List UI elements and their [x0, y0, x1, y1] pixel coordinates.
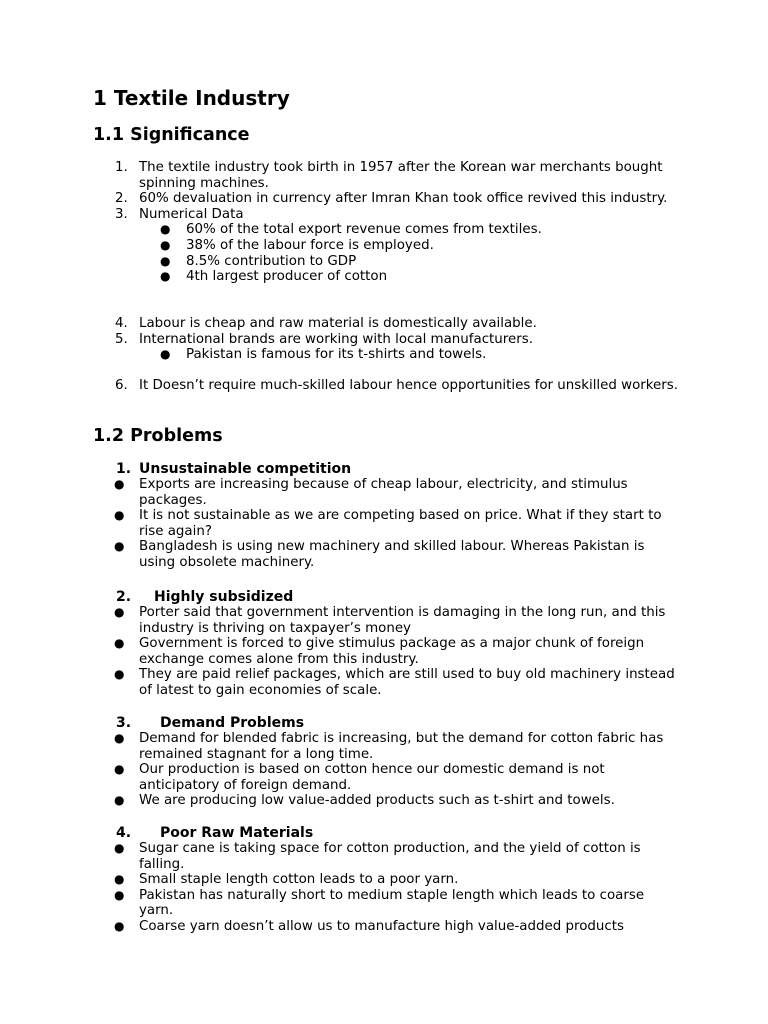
problem-group [0, 589, 768, 699]
significance-list-end [0, 378, 768, 394]
item-number: 1. [115, 160, 128, 175]
bullet-text: Small staple length cotton leads to a poor yarn. [139, 872, 459, 888]
item-text: 60% devaluation in currency after Imran Khan took office revived this industry. [139, 191, 668, 207]
bullet-icon: ● [114, 605, 125, 619]
bullet-item [0, 539, 768, 570]
bullet-icon: ● [114, 793, 125, 808]
bullet-text: Exports are increasing because of cheap labour, electricity, and stimulus packages. [139, 477, 628, 508]
subheading-title: Highly subsidized [154, 589, 294, 605]
bullet-item [0, 667, 768, 698]
subheading-title: Poor Raw Materials [160, 825, 314, 841]
bullet-item [0, 919, 768, 935]
page-title: 1 Textile Industry [93, 86, 290, 110]
item-number: 3. [115, 206, 128, 222]
bullet-text: 60% of the total export revenue comes from textiles. [186, 222, 542, 238]
bullet-icon: ● [114, 731, 125, 745]
bullet-icon: ● [114, 887, 125, 902]
subheading-title: Demand Problems [160, 715, 305, 731]
significance-list [0, 160, 768, 285]
bullet-item [0, 762, 768, 793]
item-text: International brands are working with local manufacturers. [139, 331, 533, 347]
bullet-text: Porter said that government intervention is damaging in the long run, and this industry is thriving on taxpayer’s money [139, 605, 666, 636]
bullet-item [0, 605, 768, 636]
sub-bullet [0, 238, 768, 254]
bullet-text: Pakistan has naturally short to medium staple length which leads to coarse yarn. [139, 887, 645, 919]
sub-bullet [0, 222, 768, 238]
bullet-text: Sugar cane is taking space for cotton production, and the yield of cotton is falling. [139, 841, 641, 872]
list-item [0, 207, 768, 223]
bullet-item [0, 872, 768, 888]
sub-bullet [0, 254, 768, 270]
problem-group [0, 715, 768, 809]
bullet-text: Pakistan is famous for its t-shirts and towels. [186, 347, 487, 363]
subheading [0, 715, 768, 731]
significance-list-cont [0, 316, 768, 363]
subheading [0, 825, 768, 841]
bullet-icon: ● [114, 667, 125, 682]
bullet-text: 4th largest producer of cotton [186, 269, 388, 285]
bullet-item [0, 888, 768, 919]
bullet-icon: ● [114, 841, 125, 855]
item-text: The textile industry took birth in 1957 after the Korean war merchants bought spinning machines. [139, 160, 663, 191]
subheading-number: 3. [116, 715, 132, 731]
list-item [0, 332, 768, 348]
list-item [0, 316, 768, 332]
bullet-text: Coarse yarn doesn’t allow us to manufacture high value-added products [139, 918, 624, 934]
bullet-text: It is not sustainable as we are competing based on price. What if they start to rise again? [139, 508, 662, 539]
bullet-text: Our production is based on cotton hence our domestic demand is not anticipatory of foreign demand. [139, 762, 605, 793]
bullet-icon: ● [160, 237, 171, 252]
subheading [0, 589, 768, 605]
item-text: It Doesn’t require much-skilled labour hence opportunities for unskilled workers. [139, 378, 679, 393]
bullet-icon: ● [114, 762, 125, 777]
bullet-icon: ● [160, 347, 171, 362]
list-item [0, 191, 768, 207]
bullet-text: 38% of the labour force is employed. [186, 237, 434, 253]
bullet-text: We are producing low value-added products such as t-shirt and towels. [139, 793, 615, 809]
bullet-item [0, 841, 768, 872]
bullet-item [0, 636, 768, 667]
item-text: Numerical Data [139, 206, 244, 222]
item-text: Labour is cheap and raw material is domestically available. [139, 316, 537, 331]
subheading-number: 4. [116, 825, 132, 841]
problem-group [0, 461, 768, 571]
bullet-text: They are paid relief packages, which are still used to buy old machinery instead of latest to gain economies of scale. [139, 667, 675, 698]
bullet-text: Bangladesh is using new machinery and skilled labour. Whereas Pakistan is using obsolete machinery. [139, 539, 645, 570]
item-number: 6. [115, 378, 128, 393]
sub-bullet [0, 269, 768, 285]
bullet-icon: ● [114, 477, 125, 491]
bullet-text: 8.5% contribution to GDP [186, 253, 357, 269]
bullet-icon: ● [160, 269, 171, 284]
section-heading-problems: 1.2 Problems [93, 426, 223, 446]
bullet-icon: ● [114, 872, 125, 887]
bullet-icon: ● [114, 918, 125, 933]
bullet-text: Government is forced to give stimulus package as a major chunk of foreign exchange comes alone from this industry. [139, 636, 645, 667]
sub-bullet [0, 347, 768, 363]
bullet-icon: ● [114, 539, 125, 554]
item-number: 4. [115, 316, 128, 331]
bullet-icon: ● [114, 636, 125, 651]
subheading-title: Unsustainable competition [139, 461, 352, 477]
bullet-icon: ● [114, 508, 125, 523]
item-number: 2. [115, 191, 128, 207]
bullet-item [0, 793, 768, 809]
subheading [0, 461, 768, 477]
item-number: 5. [115, 331, 128, 347]
bullet-icon: ● [160, 222, 171, 237]
problem-group [0, 825, 768, 935]
subheading-number: 2. [116, 589, 132, 605]
bullet-text: Demand for blended fabric is increasing, but the demand for cotton fabric has remained stagnant for a long time. [139, 731, 664, 762]
bullet-item [0, 508, 768, 539]
bullet-item [0, 477, 768, 508]
bullet-icon: ● [160, 253, 171, 268]
bullet-item [0, 731, 768, 762]
subheading-number: 1. [116, 461, 132, 477]
section-heading-significance: 1.1 Significance [93, 125, 250, 145]
list-item [0, 378, 768, 394]
list-item [0, 160, 768, 191]
